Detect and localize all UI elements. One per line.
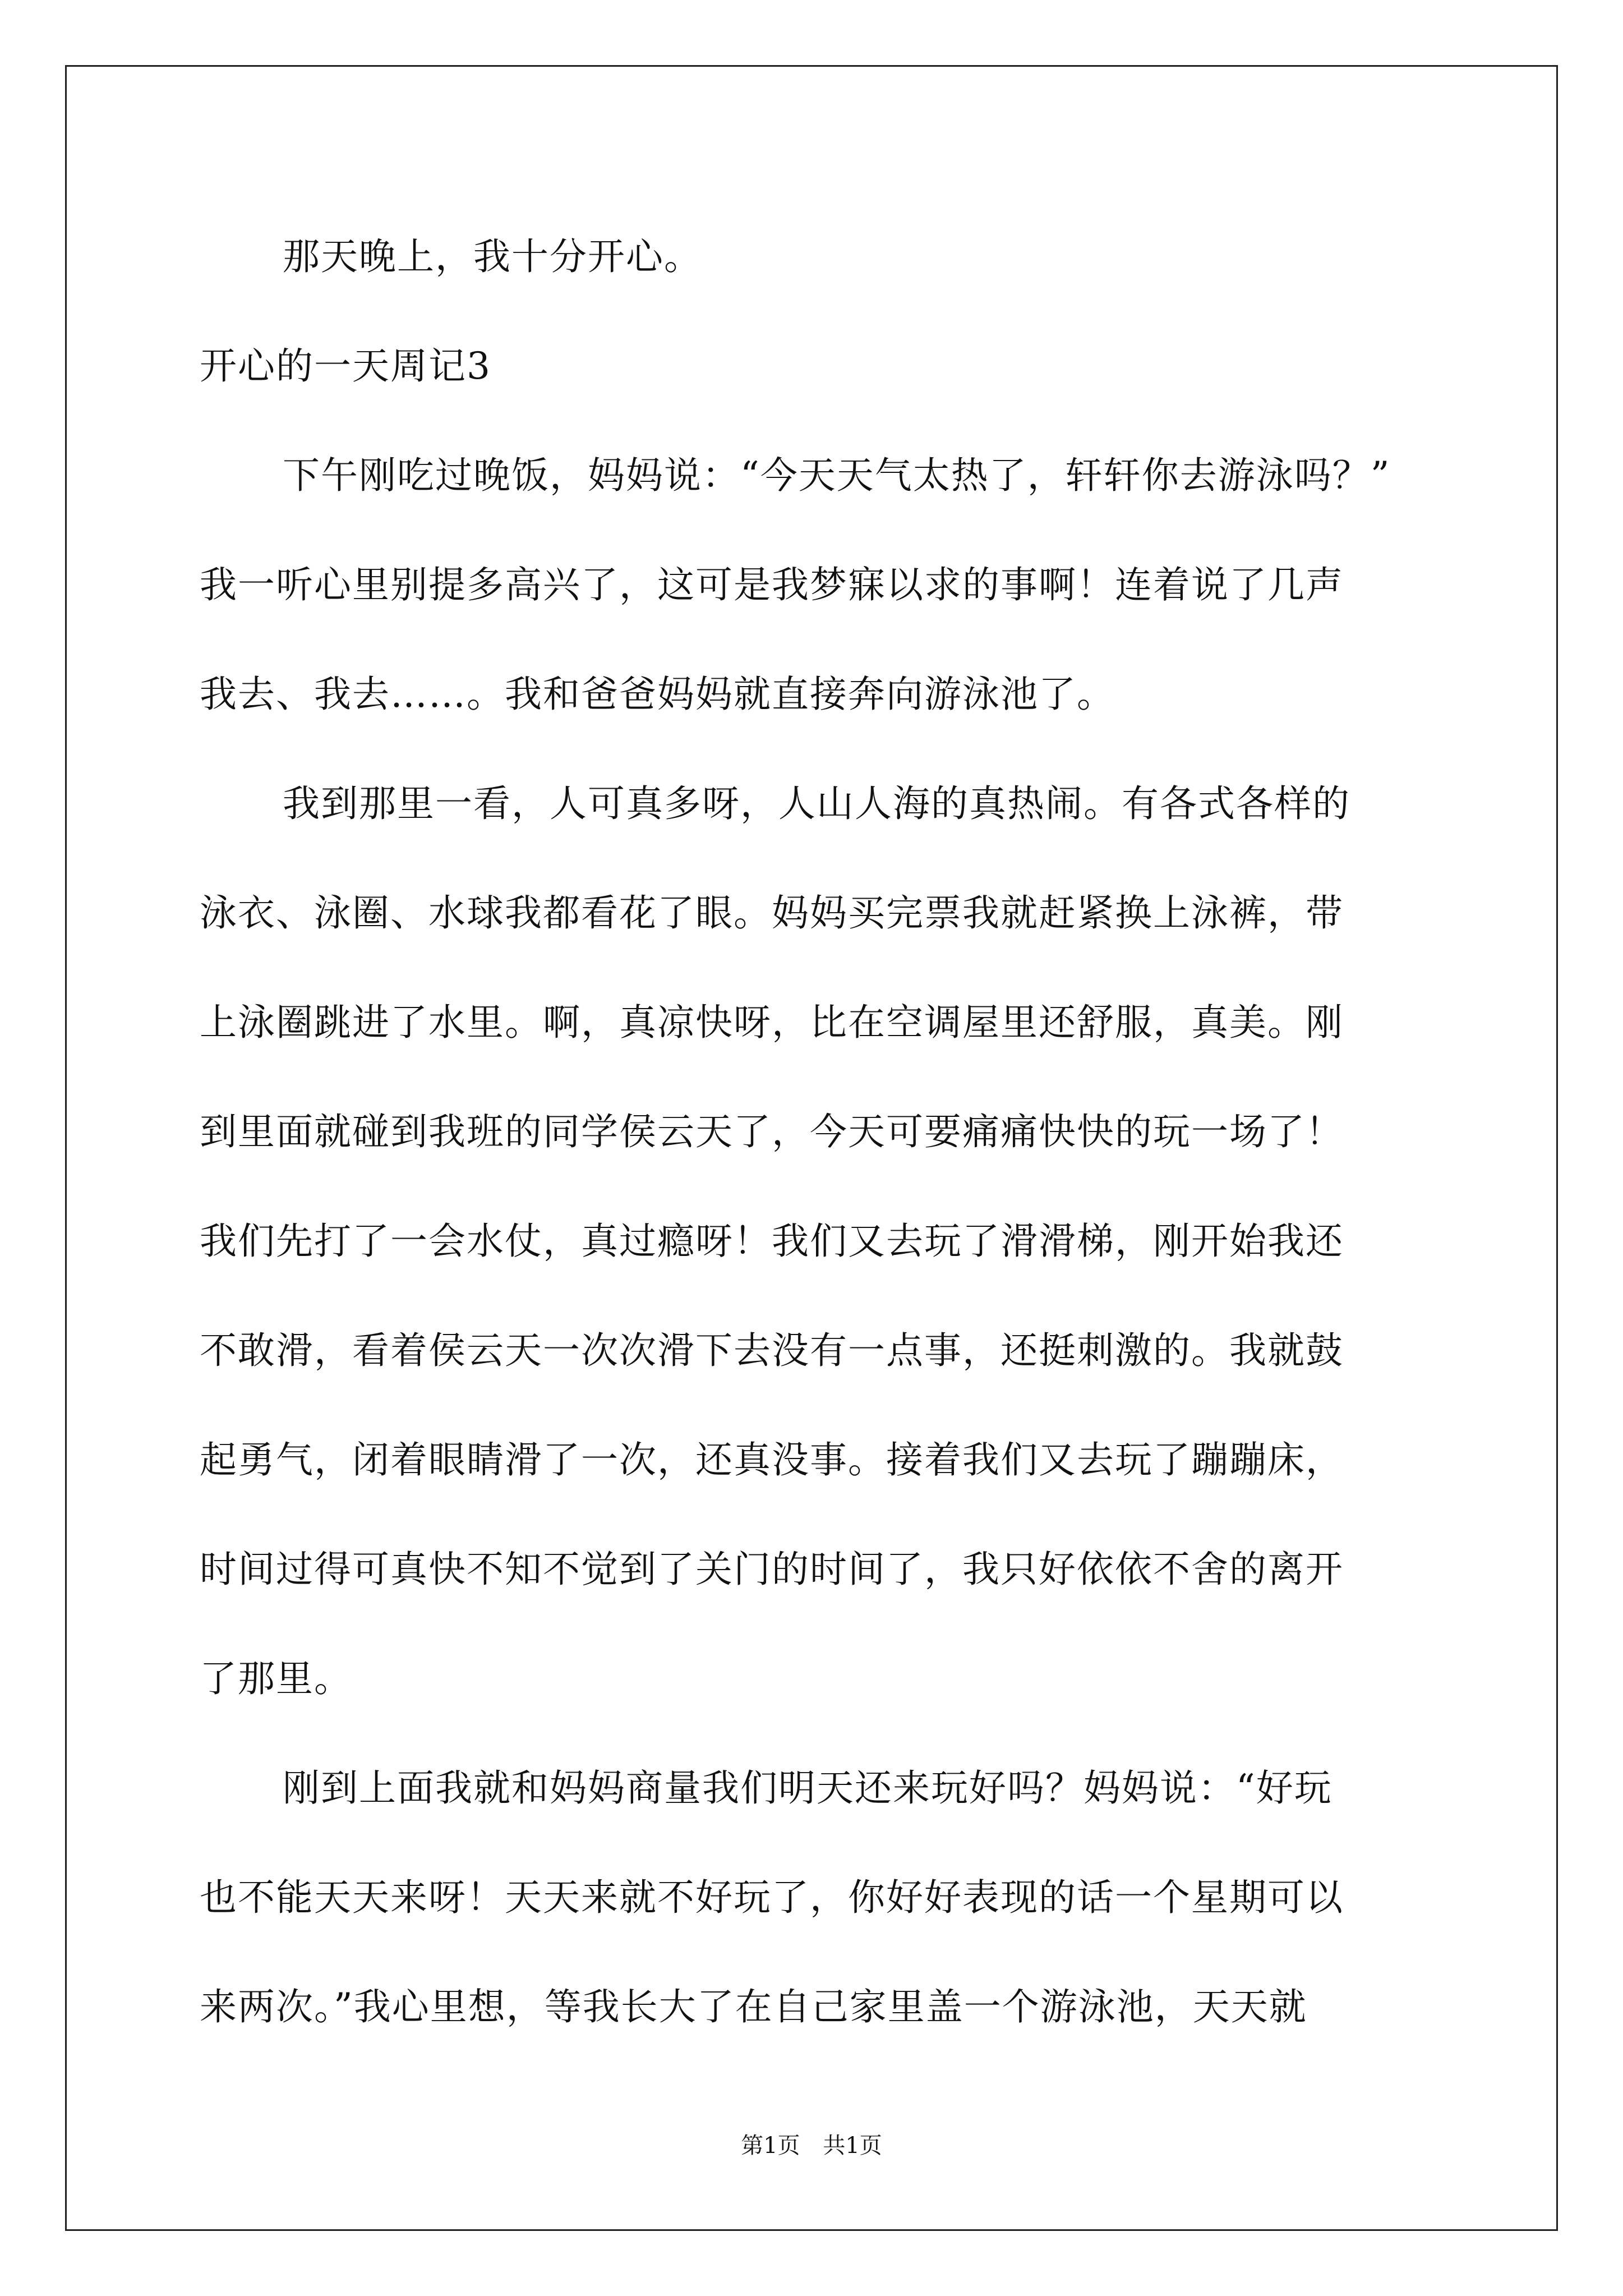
paragraph-line: 上泳圈跳进了水里。啊，真凉快呀，比在空调屋里还舒服，真美。刚 [200, 1001, 1344, 1044]
paragraph-line: 我一听心里别提多高兴了，这可是我梦寐以求的事啊！连着说了几声 [200, 563, 1344, 606]
paragraph-line: 下午刚吃过晚饭，妈妈说：“今天天气太热了，轩轩你去游泳吗？” [283, 454, 1391, 497]
paragraph-line: 不敢滑，看着侯云天一次次滑下去没有一点事，还挺刺激的。我就鼓 [200, 1329, 1344, 1372]
paragraph-line: 时间过得可真快不知不觉到了关门的时间了，我只好依依不舍的离开 [200, 1548, 1344, 1591]
paragraph-line: 来两次。”我心里想，等我长大了在自己家里盖一个游泳池，天天就 [200, 1985, 1307, 2028]
paragraph-line: 我们先打了一会水仗，真过瘾呀！我们又去玩了滑滑梯，刚开始我还 [200, 1220, 1344, 1263]
paragraph-line: 泳衣、泳圈、水球我都看花了眼。妈妈买完票我就赶紧换上泳裤，带 [200, 891, 1344, 935]
section-title: 开心的一天周记3 [200, 344, 491, 388]
document-body [200, 202, 1433, 2062]
paragraph-line: 那天晚上，我十分开心。 [283, 235, 702, 278]
paragraph-line: 我到那里一看，人可真多呀，人山人海的真热闹。有各式各样的 [283, 782, 1350, 825]
paragraph-line: 了那里。 [200, 1657, 352, 1700]
paragraph-line: 我去、我去……。我和爸爸妈妈就直接奔向游泳池了。 [200, 673, 1115, 716]
paragraph-line: 到里面就碰到我班的同学侯云天了，今天可要痛痛快快的玩一场了！ [200, 1110, 1344, 1153]
page-total: 共1页 [823, 2133, 882, 2159]
page-number: 第1页 [741, 2133, 800, 2159]
paragraph-line: 刚到上面我就和妈妈商量我们明天还来玩好吗？妈妈说：“好玩 [283, 1766, 1332, 1810]
page-footer [0, 2129, 1623, 2162]
paragraph-line: 起勇气，闭着眼睛滑了一次，还真没事。接着我们又去玩了蹦蹦床， [200, 1438, 1344, 1481]
paragraph-line: 也不能天天来呀！天天来就不好玩了，你好好表现的话一个星期可以 [200, 1876, 1344, 1919]
